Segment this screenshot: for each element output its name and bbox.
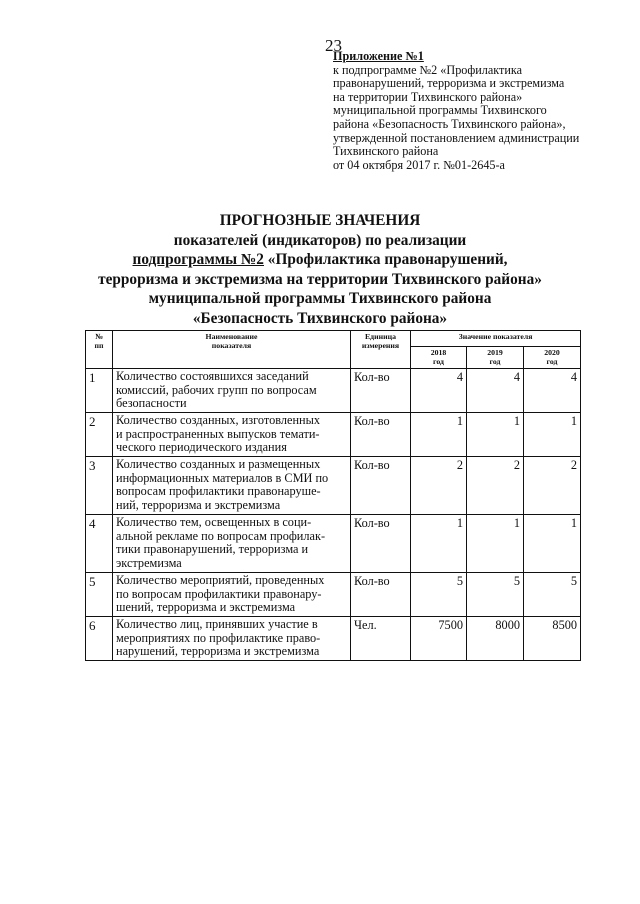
row-num: 5 — [86, 573, 113, 617]
row-name: Количество созданных, изготовленных и распространенных выпусков темати- ческого периодического издания — [113, 413, 351, 457]
table-row — [86, 413, 581, 457]
row-value-2018: 1 — [411, 413, 467, 457]
row-value-2018: 5 — [411, 573, 467, 617]
appendix-line: правонарушений, терроризма и экстремизма — [333, 76, 565, 91]
table-header-row — [86, 331, 581, 347]
header-num: № пп — [86, 331, 113, 369]
row-value-2019: 4 — [467, 369, 524, 413]
appendix-line: утвержденной постановлением администрации — [333, 130, 580, 145]
row-value-2019: 1 — [467, 515, 524, 573]
row-num: 3 — [86, 457, 113, 515]
row-value-2019: 5 — [467, 573, 524, 617]
document-title — [0, 211, 640, 328]
row-value-2019: 1 — [467, 413, 524, 457]
appendix-line: района «Безопасность Тихвинского района», — [333, 116, 566, 131]
title-line: муниципальной программы Тихвинского района — [148, 290, 492, 307]
row-unit: Кол-во — [351, 573, 411, 617]
row-value-2020: 5 — [524, 573, 581, 617]
row-value-2020: 2 — [524, 457, 581, 515]
header-values: Значение показателя — [411, 331, 581, 347]
appendix-block — [333, 50, 623, 172]
row-value-2020: 4 — [524, 369, 581, 413]
appendix-line: Тихвинского района — [333, 144, 439, 159]
header-name: Наименование показателя — [113, 331, 351, 369]
row-num: 1 — [86, 369, 113, 413]
table-row — [86, 369, 581, 413]
indicators-table — [85, 330, 581, 661]
appendix-heading: Приложение №1 — [333, 49, 424, 63]
row-num: 2 — [86, 413, 113, 457]
appendix-line: муниципальной программы Тихвинского — [333, 103, 547, 118]
row-unit: Кол-во — [351, 515, 411, 573]
title-line: «Безопасность Тихвинского района» — [192, 309, 448, 327]
row-name: Количество тем, освещенных в соци- альной рекламе по вопросам профилак- тики правонарушений, терроризма и экстремизма — [113, 515, 351, 573]
row-value-2020: 8500 — [524, 617, 581, 661]
table-row — [86, 457, 581, 515]
title-line — [0, 250, 640, 270]
row-value-2020: 1 — [524, 413, 581, 457]
title-line-rest: «Профилактика правонарушений, — [263, 251, 508, 268]
row-name: Количество созданных и размещенных информационных материалов в СМИ по вопросам профилактики правонаруше- ний, терроризма и экстремизма — [113, 457, 351, 515]
row-name: Количество состоявшихся заседаний комиссий, рабочих групп по вопросам безопасности — [113, 369, 351, 413]
header-year-2020: 2020 год — [524, 347, 581, 369]
row-value-2018: 7500 — [411, 617, 467, 661]
table-row — [86, 617, 581, 661]
row-unit: Кол-во — [351, 457, 411, 515]
row-value-2018: 2 — [411, 457, 467, 515]
appendix-line: от 04 октября 2017 г. №01-2645-а — [333, 157, 505, 172]
table-row — [86, 573, 581, 617]
appendix-line: на территории Тихвинского района» — [333, 89, 523, 104]
row-value-2020: 1 — [524, 515, 581, 573]
row-name: Количество лиц, принявших участие в мероприятиях по профилактике право- нарушений, терроризма и экстремизма — [113, 617, 351, 661]
row-num: 4 — [86, 515, 113, 573]
title-line: показателей (индикаторов) по реализации — [173, 231, 467, 249]
title-underlined: подпрограммы №2 — [132, 251, 264, 268]
page-number: 23 — [325, 36, 342, 55]
row-value-2018: 4 — [411, 369, 467, 413]
row-unit: Чел. — [351, 617, 411, 661]
table-row — [86, 515, 581, 573]
title-line: ПРОГНОЗНЫЕ ЗНАЧЕНИЯ — [219, 212, 421, 229]
row-unit: Кол-во — [351, 413, 411, 457]
row-value-2019: 8000 — [467, 617, 524, 661]
row-num: 6 — [86, 617, 113, 661]
row-name: Количество мероприятий, проведенных по вопросам профилактики правонару- шений, терроризма и экстремизма — [113, 573, 351, 617]
header-year-2018: 2018 год — [411, 347, 467, 369]
row-unit: Кол-во — [351, 369, 411, 413]
row-value-2018: 1 — [411, 515, 467, 573]
header-unit: Единица измерения — [351, 331, 411, 369]
appendix-line: к подпрограмме №2 «Профилактика — [333, 62, 523, 77]
header-year-2019: 2019 год — [467, 347, 524, 369]
title-line: терроризма и экстремизма на территории Тихвинского района» — [98, 270, 542, 288]
row-value-2019: 2 — [467, 457, 524, 515]
